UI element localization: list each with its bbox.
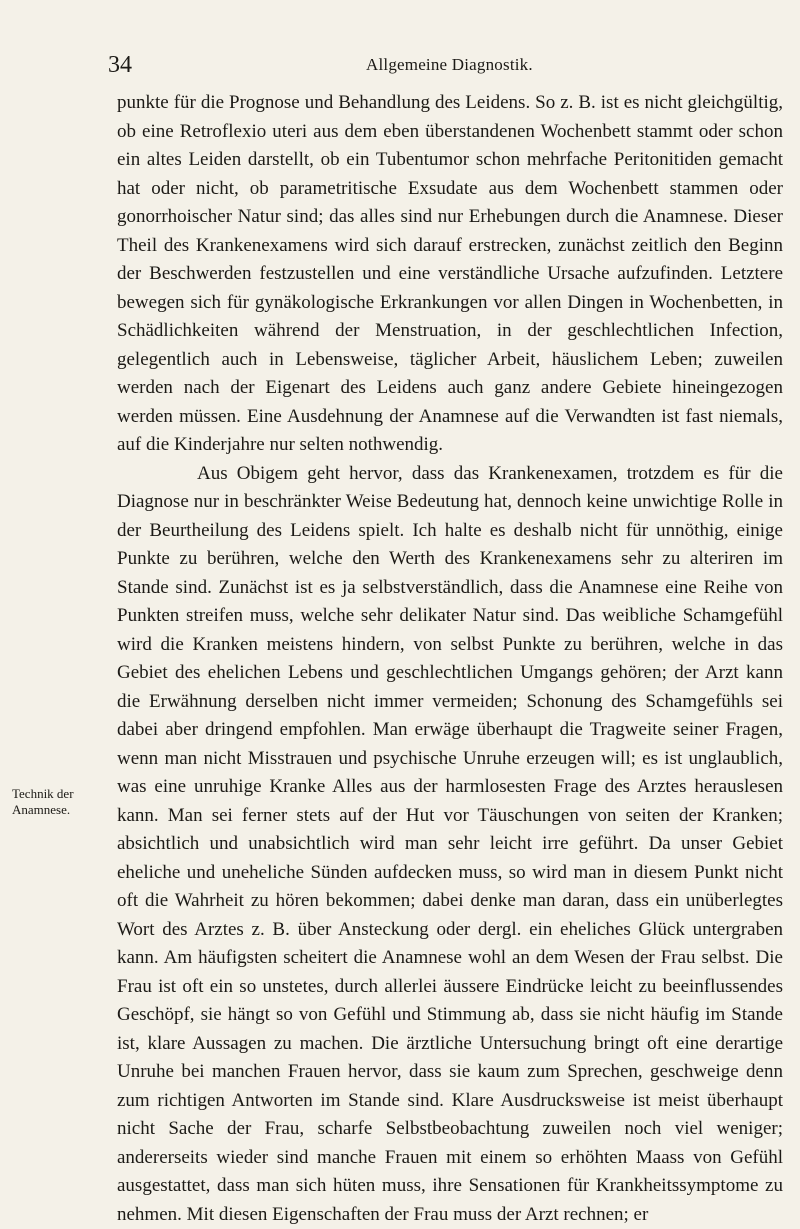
body-text xyxy=(117,89,783,1229)
paragraph: Aus Obigem geht hervor, dass das Krankenexamen, trotzdem es für die Diagnose nur in beschränkter Weise Bedeutung hat, dennoch keine unwichtige Rolle in der Beurtheilung des Leidens spielt. Ich halte es deshalb nicht für unnöthig, einige Punkte zu berühren, welche den Werth des Krankenexamens sehr zu alteriren im Stande sind. Zunächst ist es ja selbstverständlich, dass die Anamnese eine Reihe von Punkten streifen muss, welche sehr delikater Natur sind. Das weibliche Schamgefühl wird die Kranken meistens hindern, von selbst Punkte zu berühren, welche in das Gebiet des ehelichen Lebens und geschlechtlichen Umgangs gehören; der Arzt kann die Erwähnung derselben nicht immer vermeiden; Schonung des Schamgefühls sei dabei aber dringend empfohlen. Man erwäge überhaupt die Tragweite seiner Fragen, wenn man nicht Misstrauen und psychische Unruhe erzeugen will; es ist unglaublich, was eine unruhige Kranke Alles aus der harmlosesten Frage des Arztes herauslesen kann. Man sei ferner stets auf der Hut vor Täuschungen von seiten der Kranken; absichtlich und unabsichtlich wird man sehr leicht irre geführt. Da unser Gebiet eheliche und uneheliche Sünden aufdecken muss, so wird man in diesem Punkt nicht oft die Wahrheit zu hören bekommen; dabei denke man daran, dass ein unüberlegtes Wort des Arztes z. B. über Ansteckung oder dergl. ein eheliches Glück untergraben kann. Am häufigsten scheitert die Anamnese wohl an dem Wesen der Frau selbst. Die Frau ist oft ein so unstetes, durch allerlei äussere Eindrücke leicht zu beeinflussendes Geschöpf, sie hängt so von Gefühl und Stimmung ab, dass sie nicht häufig im Stande ist, klare Aussagen zu machen. Die ärztliche Untersuchung bringt oft eine derartige Unruhe bei manchen Frauen hervor, dass sie kaum zum Sprechen, geschweige denn zum richtigen Antworten im Stande sind. Klare Ausdrucksweise ist meist überhaupt nicht Sache der Frau, scharfe Selbstbeobachtung zuweilen noch viel weniger; andererseits wieder sind manche Frauen mit einem so erhöhten Maass von Gefühl ausgestattet, dass man sich hüten muss, ihre Sensationen für Krankheitssymptome zu nehmen. Mit diesen Eigenschaften der Frau muss der Arzt rechnen; er xyxy=(117,460,783,1229)
page-header xyxy=(0,50,800,80)
margin-note xyxy=(12,786,96,818)
running-title: Allgemeine Diagnostik. xyxy=(366,52,533,78)
page-number: 34 xyxy=(108,50,132,80)
margin-note-line: Technik der xyxy=(12,786,96,802)
margin-note-line: Anamnese. xyxy=(12,802,96,818)
paragraph: punkte für die Prognose und Behandlung des Leidens. So z. B. ist es nicht gleichgültig, ob eine Retroflexio uteri aus dem eben überstandenen Wochenbett stammt oder schon ein altes Leiden darstellt, ob ein Tubentumor schon mehrfache Peritonitiden gemacht hat oder nicht, ob parametritische Exsudate aus dem Wochenbett stammen oder gonorrhoischer Natur sind; das alles sind nur Erhebungen durch die Anamnese. Dieser Theil des Krankenexamens wird sich darauf erstrecken, zunächst zeitlich den Beginn der Beschwerden festzustellen und eine verständliche Ursache aufzufinden. Letztere bewegen sich für gynäkologische Erkrankungen vor allen Dingen in Wochenbetten, in Schädlichkeiten während der Menstruation, in der geschlechtlichen Infection, gelegentlich auch in Lebensweise, täglicher Arbeit, häuslichem Leben; zuweilen werden nach der Eigenart des Leidens auch ganz andere Gebiete hineingezogen werden müssen. Eine Ausdehnung der Anamnese auf die Verwandten ist fast niemals, auf die Kinderjahre nur selten nothwendig. xyxy=(117,89,783,460)
